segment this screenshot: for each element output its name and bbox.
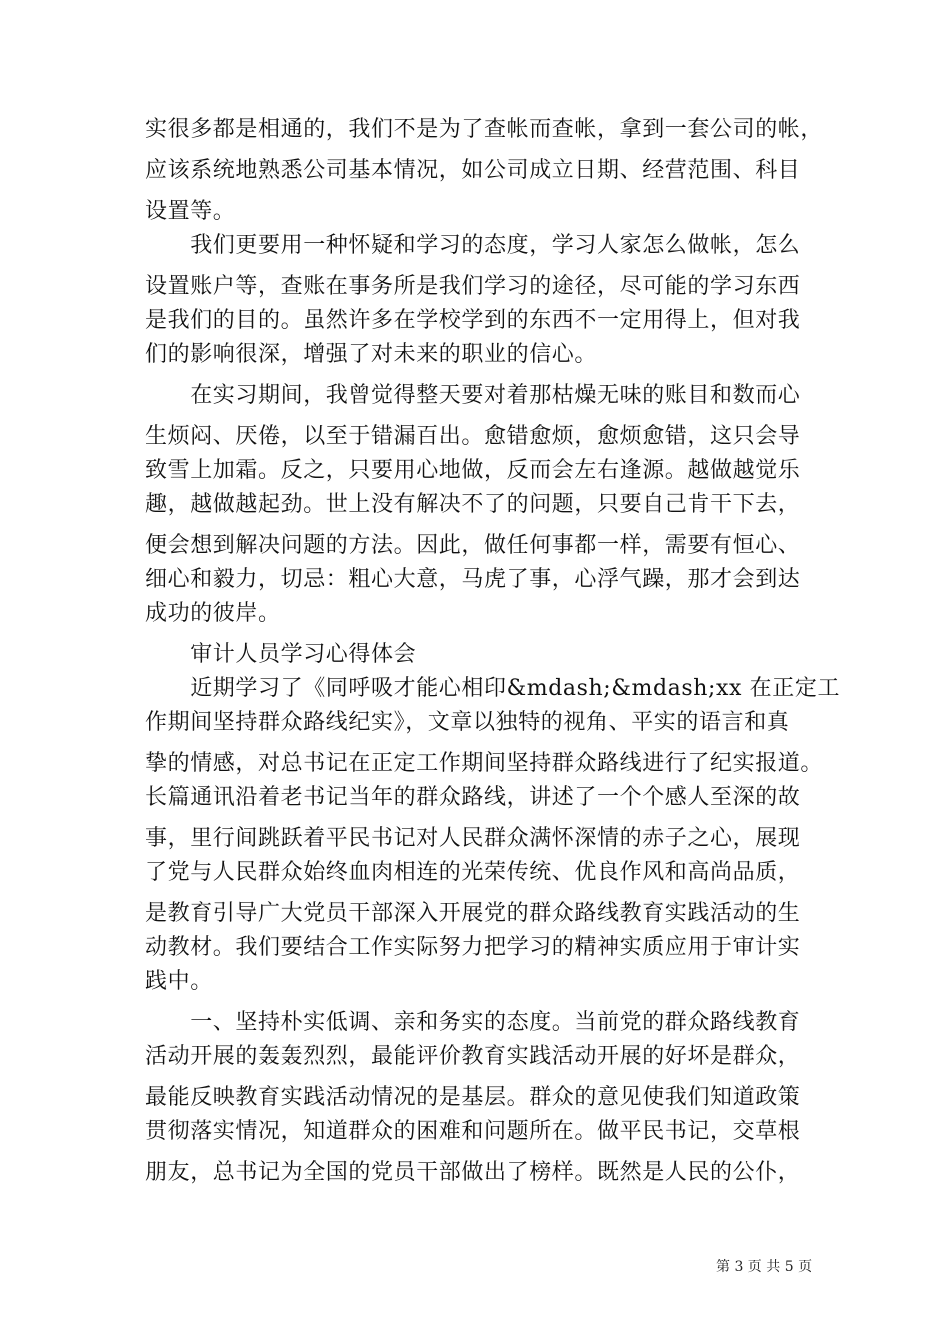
text-line-22: 是教育引导广大党员干部深入开展党的群众路线教育实践活动的生 — [145, 901, 801, 926]
text-line-27: 最能反映教育实践活动情况的是基层。群众的意见使我们知道政策 — [145, 1085, 801, 1110]
text-line-28: 贯彻落实情况，知道群众的困难和问题所在。做平民书记，交草根 — [145, 1119, 801, 1144]
text-line-20: 事，里行间跳跃着平民书记对人民群众满怀深情的赤子之心，展现 — [145, 826, 801, 851]
text-line-10: 致雪上加霜。反之，只要用心地做，反而会左右逢源。越做越觉乐 — [145, 458, 801, 483]
text-line-4: 我们更要用一种怀疑和学习的态度，学习人家怎么做帐，怎么 — [145, 233, 801, 258]
text-line-1: 实很多都是相通的，我们不是为了查帐而查帐，拿到一套公司的帐， — [145, 117, 824, 142]
page-number: 第 3 页 共 5 页 — [716, 1259, 813, 1275]
text-line-9: 生烦闷、厌倦，以至于错漏百出。愈错愈烦，愈烦愈错，这只会导 — [145, 424, 801, 449]
text-line-26: 活动开展的轰轰烈烈，最能评价教育实践活动开展的好坏是群众， — [145, 1044, 801, 1069]
section-title: 审计人员学习心得体会 — [145, 642, 417, 667]
text-line-21: 了党与人民群众始终血肉相连的光荣传统、优良作风和高尚品质， — [145, 860, 801, 885]
text-line-17: 作期间坚持群众路线纪实》，文章以独特的视角、平实的语言和真 — [145, 710, 790, 735]
text-line-6: 是我们的目的。虽然许多在学校学到的东西不一定用得上，但对我 — [145, 308, 801, 333]
text-line-11: 趣，越做越起劲。世上没有解决不了的问题，只要自己肯干下去， — [145, 492, 801, 517]
text-line-8: 在实习期间，我曾觉得整天要对着那枯燥无味的账目和数而心 — [145, 383, 801, 408]
text-line-24: 践中。 — [145, 969, 213, 994]
text-line-18: 挚的情感，对总书记在正定工作期间坚持群众路线进行了纪实报道。 — [145, 751, 824, 776]
text-line-14: 成功的彼岸。 — [145, 601, 281, 626]
text-line-12: 便会想到解决问题的方法。因此，做任何事都一样，需要有恒心、 — [145, 533, 801, 558]
text-line-23: 动教材。我们要结合工作实际努力把学习的精神实质应用于审计实 — [145, 935, 801, 960]
text-line-29: 朋友，总书记为全国的党员干部做出了榜样。既然是人民的公仆， — [145, 1160, 801, 1185]
text-line-16: 近期学习了《同呼吸才能心相印&mdash;&mdash;xx 在正定工 — [145, 676, 841, 701]
text-line-25: 一、坚持朴实低调、亲和务实的态度。当前党的群众路线教育 — [145, 1010, 801, 1035]
text-line-13: 细心和毅力，切忌：粗心大意，马虎了事，心浮气躁，那才会到达 — [145, 567, 801, 592]
text-line-19: 长篇通讯沿着老书记当年的群众路线，讲述了一个个感人至深的故 — [145, 785, 801, 810]
text-line-7: 们的影响很深，增强了对未来的职业的信心。 — [145, 342, 598, 367]
text-line-3: 设置等。 — [145, 199, 236, 224]
text-line-5: 设置账户等，查账在事务所是我们学习的途径，尽可能的学习东西 — [145, 274, 801, 299]
text-line-2: 应该系统地熟悉公司基本情况，如公司成立日期、经营范围、科目 — [145, 158, 801, 183]
